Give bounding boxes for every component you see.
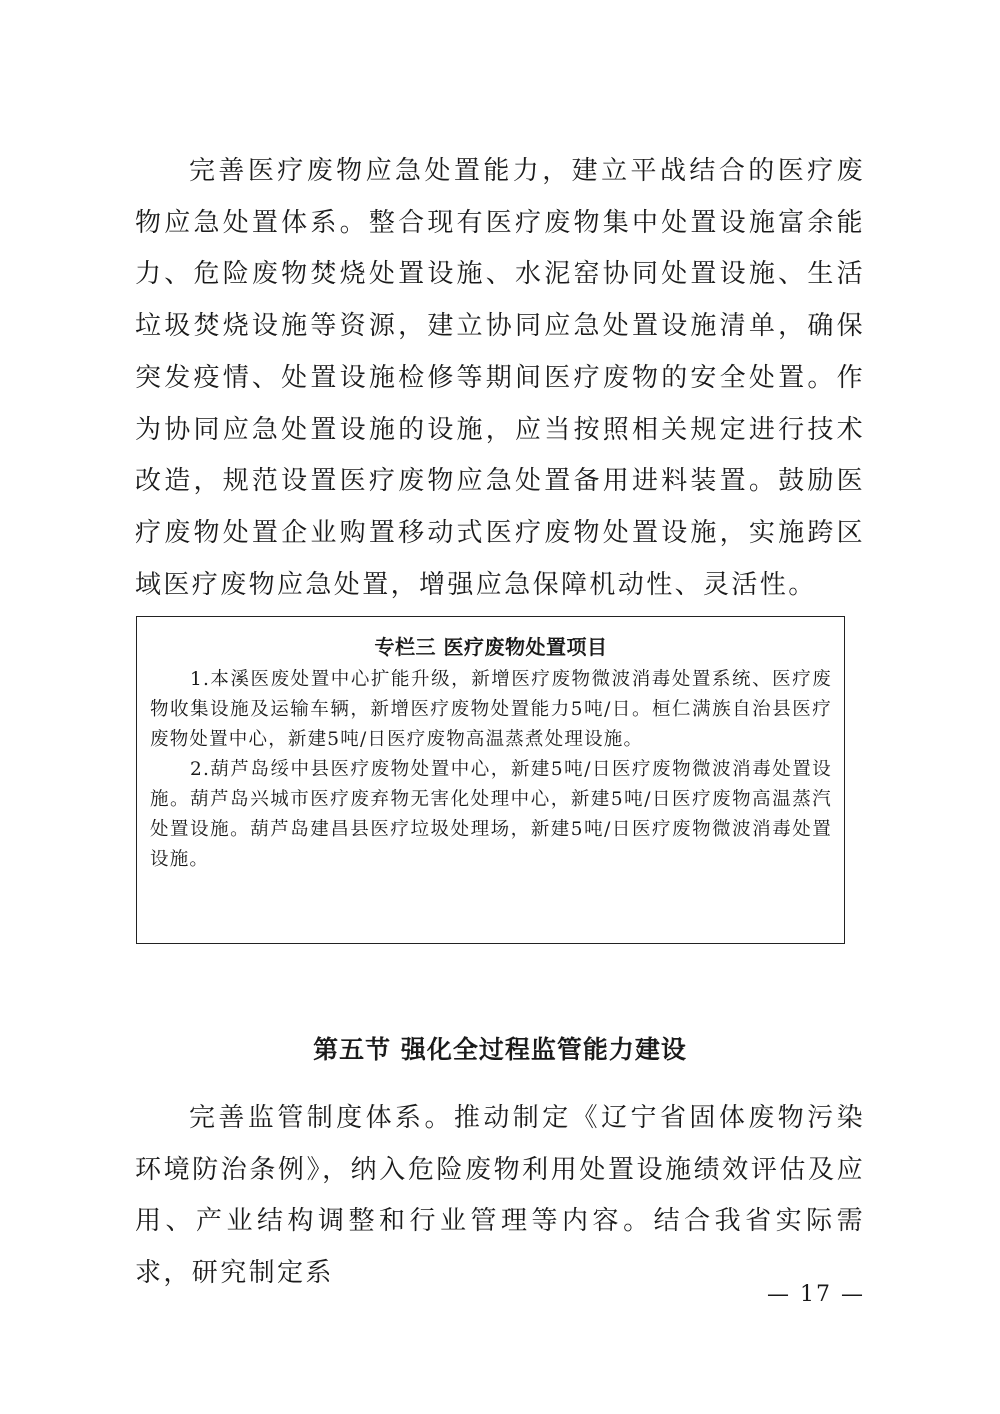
column-box-item-1: 1.本溪医废处置中心扩能升级，新增医疗废物微波消毒处置系统、医疗废物收集设施及运输车辆，新增医疗废物处置能力5吨/日。桓仁满族自治县医疗废物处置中心，新建5吨/日医疗废物高温蒸煮处理设施。 [150,669,832,750]
column-box-medical-waste-projects [136,616,845,944]
section-heading: 第五节 强化全过程监管能力建设 [313,1035,687,1064]
body-paragraph-supervision-system: 完善监管制度体系。推动制定《辽宁省固体废物污染环境防治条例》，纳入危险废物利用处置设施绩效评估及应用、产业结构调整和行业管理等内容。结合我省实际需求，研究制定系 [135,1103,865,1289]
column-box-item-2: 2.葫芦岛绥中县医疗废物处置中心，新建5吨/日医疗废物微波消毒处置设施。葫芦岛兴城市医疗废弃物无害化处理中心，新建5吨/日医疗废物高温蒸汽处置设施。葫芦岛建昌县医疗垃圾处理场，新建5吨/日医疗废物微波消毒处置设施。 [150,759,832,870]
body-paragraph-medical-waste-emergency: 完善医疗废物应急处置能力，建立平战结合的医疗废物应急处置体系。整合现有医疗废物集中处置设施富余能力、危险废物焚烧处置设施、水泥窑协同处置设施、生活垃圾焚烧设施等资源，建立协同应急处置设施清单，确保突发疫情、处置设施检修等期间医疗废物的安全处置。作为协同应急处置设施的设施，应当按照相关规定进行技术改造，规范设置医疗废物应急处置备用进料装置。鼓励医疗废物处置企业购置移动式医疗废物处置设施，实施跨区域医疗废物应急处置，增强应急保障机动性、灵活性。 [135,156,865,600]
page-number: — 17 — [767,1282,865,1307]
column-box-title: 专栏三 医疗废物处置项目 [374,635,608,659]
